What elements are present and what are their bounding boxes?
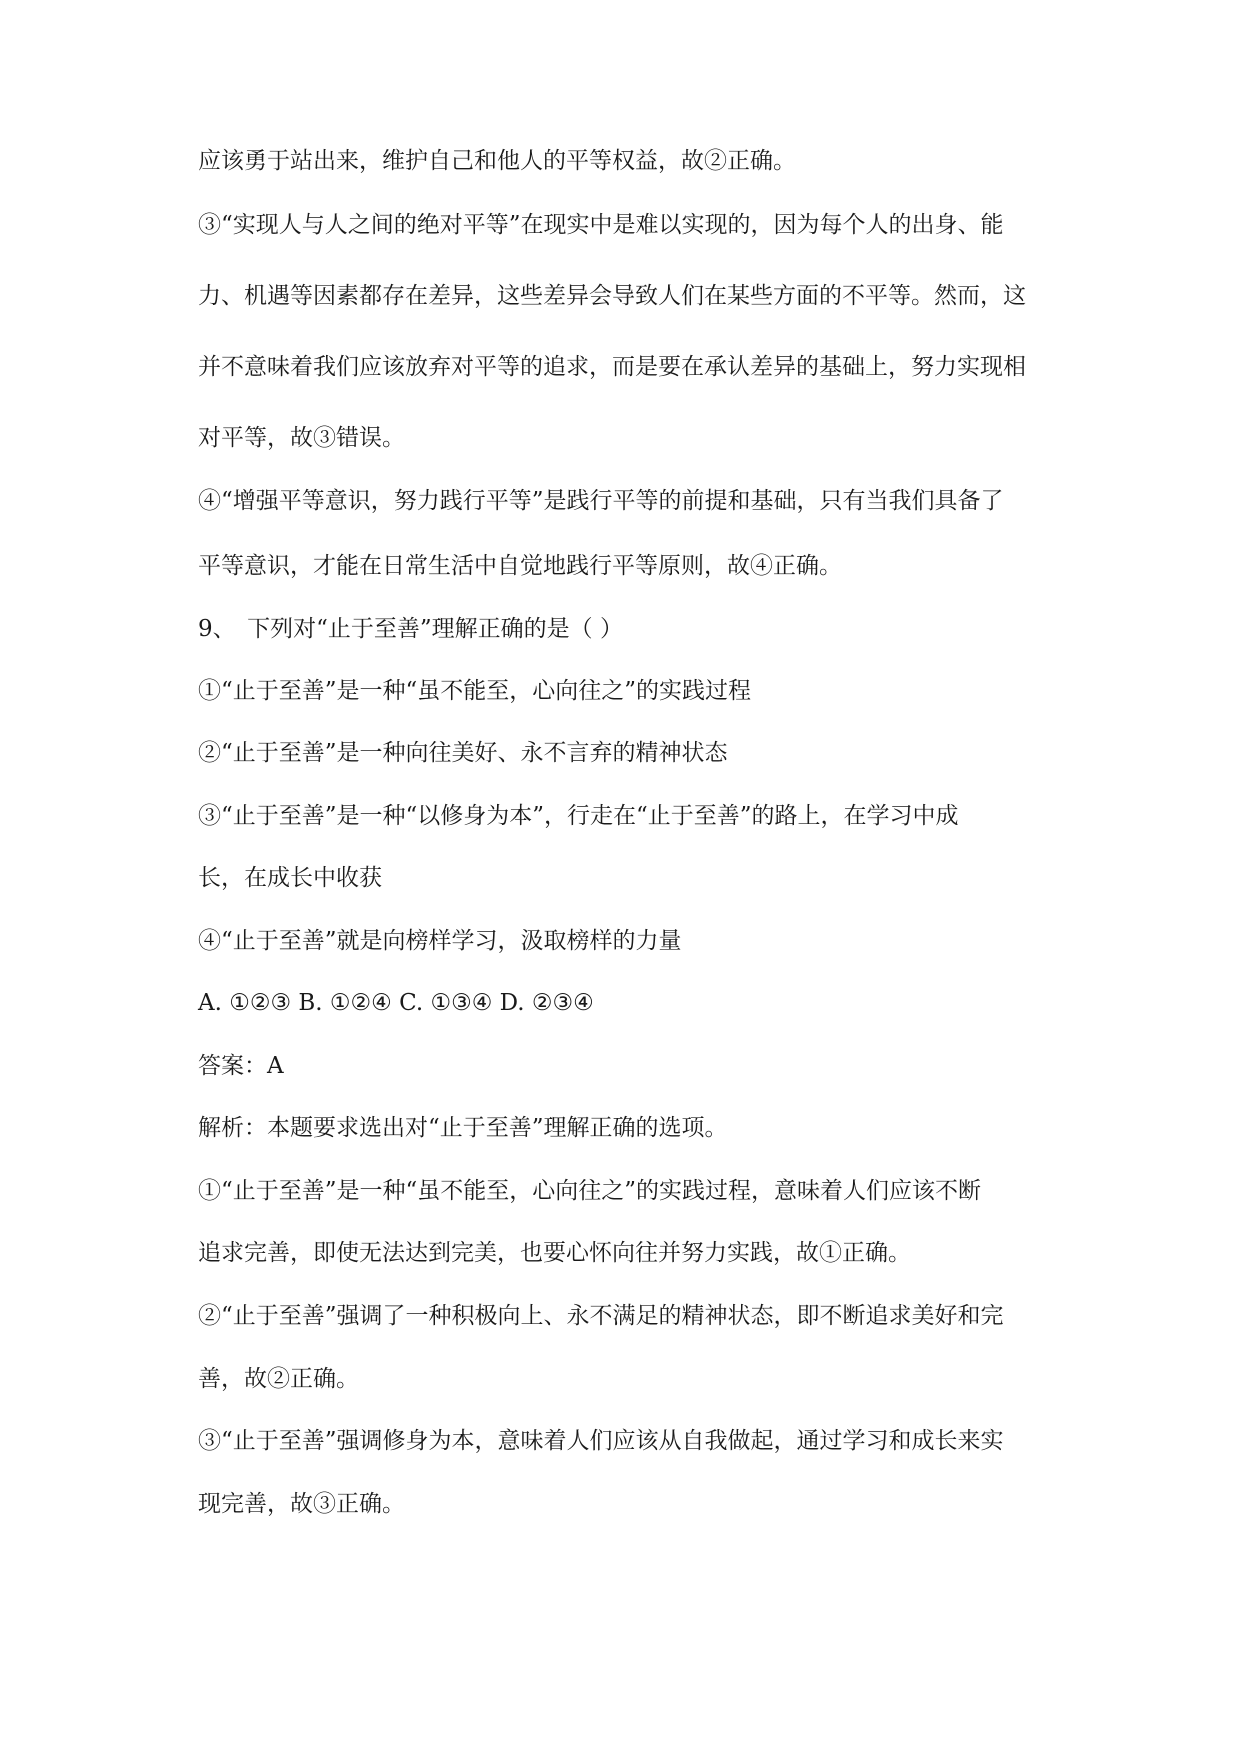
- analysis-2: ②“止于至善”强调了一种积极向上、永不满足的精神状态，即不断追求美好和完: [198, 1303, 1004, 1329]
- statement-4: ④“止于至善”就是向榜样学习，汲取榜样的力量: [198, 928, 682, 954]
- analysis-1-cont: 追求完善，即使无法达到完美，也要心怀向往并努力实践，故①正确。: [198, 1240, 911, 1266]
- question-9-stem: 9、 下列对“止于至善”理解正确的是（ ）: [198, 616, 623, 642]
- text-line: 应该勇于站出来，维护自己和他人的平等权益，故②正确。: [198, 148, 796, 174]
- statement-1: ①“止于至善”是一种“虽不能至，心向往之”的实践过程: [198, 678, 752, 704]
- analysis-1: ①“止于至善”是一种“虽不能至，心向往之”的实践过程，意味着人们应该不断: [198, 1178, 982, 1204]
- answer-line: 答案：A: [198, 1053, 284, 1079]
- analysis-2-cont: 善，故②正确。: [198, 1366, 359, 1392]
- analysis-3: ③“止于至善”强调修身为本，意味着人们应该从自我做起，通过学习和成长来实: [198, 1428, 1004, 1454]
- text-line: 对平等，故③错误。: [198, 425, 405, 451]
- statement-2: ②“止于至善”是一种向往美好、永不言弃的精神状态: [198, 740, 728, 766]
- statement-3-cont: 长，在成长中收获: [198, 865, 382, 891]
- text-line: 并不意味着我们应该放弃对平等的追求，而是要在承认差异的基础上，努力实现相: [198, 354, 1026, 380]
- text-line: ③“实现人与人之间的绝对平等”在现实中是难以实现的，因为每个人的出身、能: [198, 212, 1004, 238]
- text-line: 力、机遇等因素都存在差异，这些差异会导致人们在某些方面的不平等。然而，这: [198, 283, 1026, 309]
- text-line: 平等意识，才能在日常生活中自觉地践行平等原则，故④正确。: [198, 553, 842, 579]
- statement-3: ③“止于至善”是一种“以修身为本”，行走在“止于至善”的路上，在学习中成: [198, 803, 959, 829]
- analysis-3-cont: 现完善，故③正确。: [198, 1491, 405, 1517]
- analysis-intro: 解析：本题要求选出对“止于至善”理解正确的选项。: [198, 1115, 728, 1141]
- text-line: ④“增强平等意识，努力践行平等”是践行平等的前提和基础，只有当我们具备了: [198, 488, 1004, 514]
- answer-options: A. ①②③ B. ①②④ C. ①③④ D. ②③④: [198, 990, 594, 1016]
